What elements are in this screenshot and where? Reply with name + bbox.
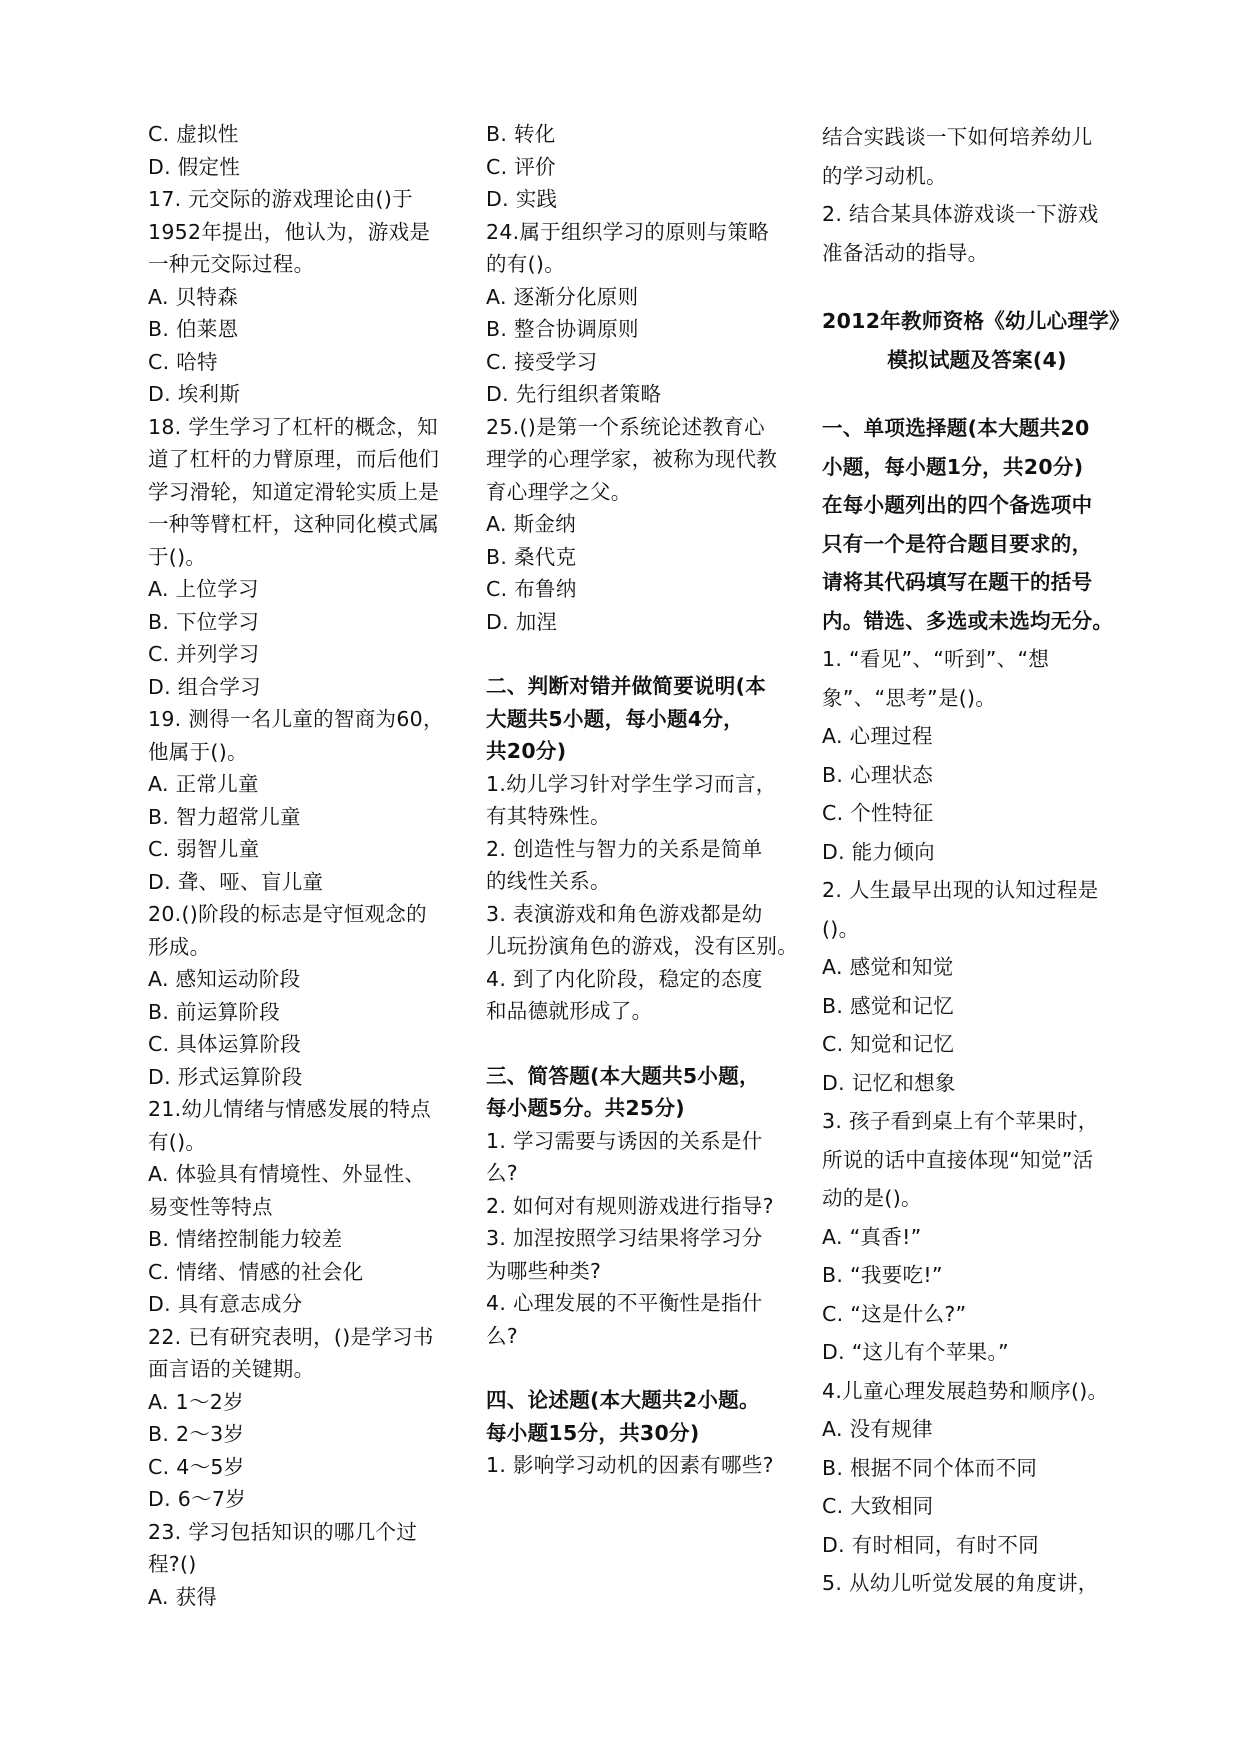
question-line: 一种元交际过程。: [148, 252, 315, 276]
section-spacer: [486, 638, 786, 670]
section-heading: 每小题5分。共25分): [486, 1096, 685, 1120]
question-line: B. 桑代克: [486, 544, 577, 569]
question-line: D. 组合学习: [148, 674, 261, 699]
question-line: A. 贝特森: [148, 284, 238, 309]
question-line: 20.()阶段的标志是守恒观念的: [148, 902, 427, 926]
section-heading: 每小题15分，共30分): [486, 1420, 700, 1445]
question-line: B. 伯莱恩: [148, 317, 239, 341]
question-line: C. 知觉和记忆: [822, 1032, 955, 1056]
section-heading: 四、论述题(本大题共2小题。: [486, 1388, 760, 1412]
question-line: A. 体验具有情境性、外显性、: [148, 1162, 426, 1186]
question-line: 2. 人生最早出现的认知过程是: [822, 878, 1099, 902]
question-line: B. 智力超常儿童: [148, 804, 301, 829]
question-line: D. 实践: [486, 187, 558, 211]
section-heading: 内。错选、多选或未选均无分。: [822, 608, 1114, 633]
question-line: 形成。: [148, 934, 211, 959]
column-left: [148, 118, 448, 1613]
question-line: 4. 心理发展的不平衡性是指什: [486, 1291, 763, 1315]
question-line: A. 感觉和知觉: [822, 955, 954, 979]
question-line: 一种等臂杠杆，这种同化模式属: [148, 512, 440, 536]
question-line: 2. 结合某具体游戏谈一下游戏: [822, 202, 1099, 226]
section-spacer: [822, 272, 1132, 302]
question-line: 理学的心理学家，被称为现代教: [486, 447, 778, 471]
question-line: 19. 测得一名儿童的智商为60，: [148, 707, 444, 731]
question-line: 易变性等特点: [148, 1194, 273, 1219]
section-spacer: [822, 379, 1132, 409]
question-line: 5. 从幼儿听觉发展的角度讲，: [822, 1571, 1099, 1595]
question-line: 1952年提出，他认为，游戏是: [148, 219, 431, 244]
question-line: 学习滑轮，知道定滑轮实质上是: [148, 479, 440, 504]
question-line: 么?: [486, 1323, 518, 1348]
question-line: 17. 元交际的游戏理论由()于: [148, 187, 413, 211]
question-line: 他属于()。: [148, 739, 248, 764]
question-line: D. 先行组织者策略: [486, 382, 662, 406]
question-line: 的学习动机。: [822, 163, 947, 188]
question-line: 动的是()。: [822, 1186, 922, 1210]
section-spacer: [486, 1352, 786, 1384]
question-line: 3. 孩子看到桌上有个苹果时，: [822, 1109, 1099, 1133]
section-heading: 请将其代码填写在题干的括号: [822, 570, 1093, 594]
question-line: 儿玩扮演角色的游戏，没有区别。: [486, 934, 798, 958]
question-line: D. 假定性: [148, 154, 241, 179]
question-line: D. 聋、哑、盲儿童: [148, 869, 324, 894]
question-line: 程?(): [148, 1552, 197, 1576]
column-middle: [486, 118, 798, 1482]
question-line: B. 整合协调原则: [486, 317, 639, 341]
question-line: C. 评价: [486, 154, 556, 179]
question-line: A. 上位学习: [148, 577, 259, 601]
question-line: 1. 影响学习动机的因素有哪些?: [486, 1453, 774, 1477]
section-heading: 小题，每小题1分，共20分): [822, 454, 1084, 479]
question-line: 育心理学之父。: [486, 479, 632, 504]
question-line: B. 下位学习: [148, 609, 260, 634]
column-right: [822, 118, 1132, 1603]
question-line: C. 弱智儿童: [148, 837, 260, 861]
question-line: 象”、“思考”是()。: [822, 685, 997, 710]
section-heading: 在每小题列出的四个备选项中: [822, 493, 1093, 517]
question-line: D. 有时相同，有时不同: [822, 1532, 1039, 1557]
question-line: 22. 已有研究表明，()是学习书: [148, 1324, 434, 1349]
question-line: A. 获得: [148, 1584, 218, 1609]
question-line: D. 埃利斯: [148, 382, 241, 406]
question-line: A. 1～2岁: [148, 1389, 244, 1414]
question-line: 18. 学生学习了杠杆的概念，知: [148, 414, 438, 439]
question-line: C. 个性特征: [822, 801, 934, 825]
question-line: 2. 创造性与智力的关系是简单: [486, 836, 763, 861]
question-line: 1.幼儿学习针对学生学习而言，: [486, 771, 777, 796]
document-title: 模拟试题及答案(4): [887, 347, 1067, 372]
question-line: A. 心理过程: [822, 724, 933, 748]
question-line: 有其特殊性。: [486, 804, 611, 828]
question-line: C. 具体运算阶段: [148, 1032, 302, 1056]
question-line: 所说的话中直接体现“知觉”活: [822, 1147, 1094, 1172]
question-line: B. “我要吃!”: [822, 1263, 943, 1287]
question-line: 为哪些种类?: [486, 1258, 602, 1283]
question-line: A. 没有规律: [822, 1417, 933, 1441]
section-heading: 三、简答题(本大题共5小题，: [486, 1063, 760, 1088]
question-line: C. 大致相同: [822, 1494, 934, 1518]
question-line: 25.()是第一个系统论述教育心: [486, 414, 765, 439]
question-line: 21.幼儿情绪与情感发展的特点: [148, 1097, 432, 1121]
question-line: 么?: [486, 1161, 518, 1185]
question-line: 面言语的关键期。: [148, 1357, 315, 1381]
question-line: 3. 表演游戏和角色游戏都是幼: [486, 901, 763, 926]
section-heading: 一、单项选择题(本大题共20: [822, 416, 1090, 440]
question-line: 的线性关系。: [486, 869, 611, 893]
section-heading: 共20分): [486, 739, 567, 763]
question-line: 23. 学习包括知识的哪几个过: [148, 1519, 418, 1544]
question-line: C. 哈特: [148, 349, 218, 374]
question-line: A. 正常儿童: [148, 772, 259, 796]
question-line: A. 逐渐分化原则: [486, 284, 639, 309]
question-line: 3. 加涅按照学习结果将学习分: [486, 1226, 763, 1250]
question-line: C. 4～5岁: [148, 1454, 245, 1479]
question-line: C. 情绪、情感的社会化: [148, 1259, 364, 1284]
question-line: D. 能力倾向: [822, 839, 935, 864]
question-line: 道了杠杆的力臂原理，而后他们: [148, 447, 440, 471]
question-line: C. 并列学习: [148, 642, 260, 666]
question-line: 4. 到了内化阶段，稳定的态度: [486, 966, 763, 991]
section-spacer: [486, 1028, 786, 1060]
question-line: B. 感觉和记忆: [822, 993, 954, 1018]
question-line: 有()。: [148, 1129, 207, 1154]
question-line: 准备活动的指导。: [822, 240, 989, 265]
question-line: A. 斯金纳: [486, 512, 576, 536]
question-line: C. “这是什么?”: [822, 1301, 967, 1326]
question-line: C. 接受学习: [486, 349, 598, 374]
question-line: A. “真香!”: [822, 1224, 922, 1249]
question-line: C. 虚拟性: [148, 122, 239, 146]
question-line: 2. 如何对有规则游戏进行指导?: [486, 1193, 774, 1218]
question-line: D. 加涅: [486, 609, 558, 634]
question-line: C. 布鲁纳: [486, 577, 577, 601]
question-line: 结合实践谈一下如何培养幼儿: [822, 125, 1093, 149]
question-line: 1. “看见”、“听到”、“想: [822, 647, 1050, 671]
section-heading: 只有一个是符合题目要求的，: [822, 531, 1093, 556]
section-heading: 二、判断对错并做简要说明(本: [486, 674, 767, 698]
question-line: B. 心理状态: [822, 762, 934, 787]
question-line: B. 前运算阶段: [148, 999, 280, 1024]
question-line: D. 6～7岁: [148, 1487, 247, 1511]
question-line: D. 具有意志成分: [148, 1292, 303, 1316]
section-heading: 大题共5小题，每小题4分，: [486, 706, 744, 731]
question-line: 和品德就形成了。: [486, 999, 653, 1023]
question-line: 4.儿童心理发展趋势和顺序()。: [822, 1378, 1109, 1403]
question-line: B. 转化: [486, 122, 556, 146]
question-line: 的有()。: [486, 252, 565, 276]
question-line: B. 2～3岁: [148, 1422, 245, 1446]
question-line: D. “这儿有个苹果。”: [822, 1340, 1009, 1364]
question-line: B. 情绪控制能力较差: [148, 1227, 343, 1251]
question-line: 1. 学习需要与诱因的关系是什: [486, 1128, 763, 1153]
question-line: ()。: [822, 916, 860, 941]
question-line: 于()。: [148, 544, 207, 569]
document-title: 2012年教师资格《幼儿心理学》: [822, 309, 1130, 333]
question-line: 24.属于组织学习的原则与策略: [486, 219, 770, 244]
question-line: A. 感知运动阶段: [148, 967, 301, 991]
question-line: D. 记忆和想象: [822, 1070, 956, 1095]
question-line: D. 形式运算阶段: [148, 1064, 303, 1089]
question-line: B. 根据不同个体而不同: [822, 1455, 1038, 1480]
